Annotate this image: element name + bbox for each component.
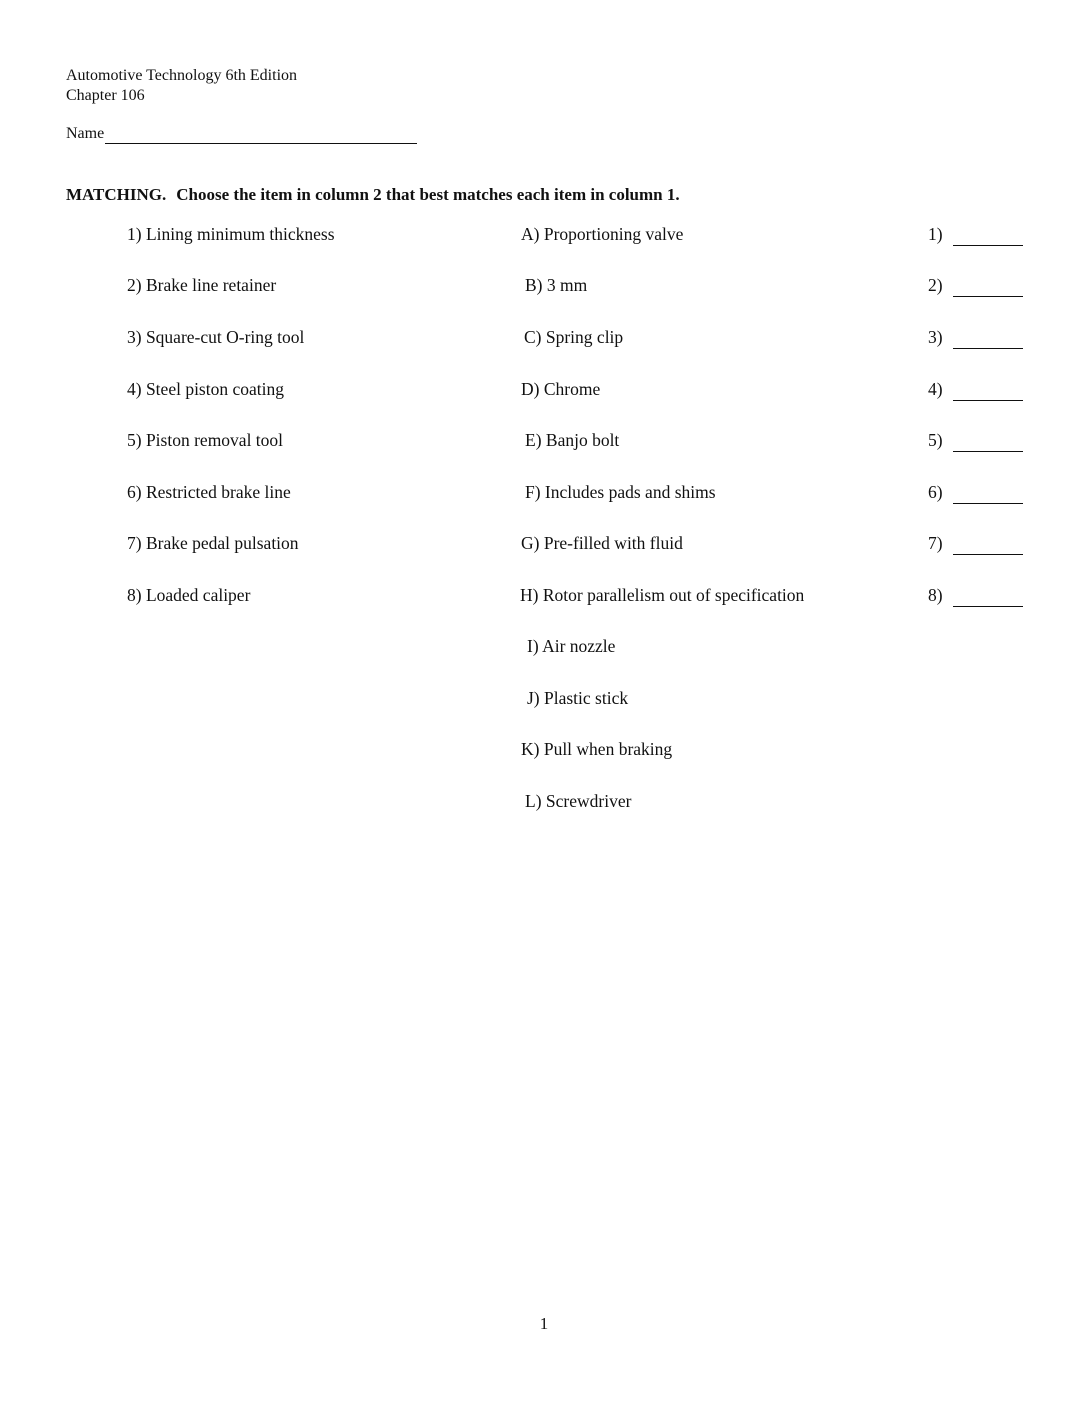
column2-item: E) Banjo bolt bbox=[525, 430, 620, 450]
column1-item: 1) Lining minimum thickness bbox=[127, 224, 335, 244]
answer-row bbox=[928, 531, 1023, 555]
answer-number: 6) bbox=[928, 482, 943, 502]
answer-number: 7) bbox=[928, 533, 943, 553]
answer-number: 3) bbox=[928, 327, 943, 347]
instructions bbox=[66, 184, 680, 206]
column2-item: H) Rotor parallelism out of specification bbox=[520, 585, 805, 605]
column2-item: K) Pull when braking bbox=[521, 739, 673, 759]
answer-row bbox=[928, 428, 1023, 452]
answer-row bbox=[928, 480, 1023, 504]
document-title: Automotive Technology 6th Edition bbox=[66, 67, 298, 84]
column2-item: I) Air nozzle bbox=[527, 636, 616, 656]
column2-item: G) Pre-filled with fluid bbox=[521, 533, 683, 553]
answer-row bbox=[928, 583, 1023, 607]
instructions-heading: MATCHING. bbox=[66, 185, 167, 204]
page-number: 1 bbox=[539, 1314, 549, 1333]
chapter-label: Chapter 106 bbox=[66, 87, 145, 104]
column1-item: 3) Square-cut O-ring tool bbox=[127, 327, 305, 347]
name-row bbox=[66, 124, 417, 144]
column2-item: D) Chrome bbox=[521, 379, 601, 399]
column2-item: F) Includes pads and shims bbox=[525, 482, 716, 502]
column2-item: A) Proportioning valve bbox=[521, 224, 684, 244]
answer-row bbox=[928, 377, 1023, 401]
answer-blank[interactable] bbox=[953, 276, 1023, 297]
answer-row bbox=[928, 273, 1023, 297]
column1-item: 8) Loaded caliper bbox=[127, 585, 251, 605]
answer-blank[interactable] bbox=[953, 380, 1023, 401]
column1-item: 4) Steel piston coating bbox=[127, 379, 284, 399]
name-field[interactable] bbox=[105, 125, 417, 144]
name-label: Name bbox=[66, 125, 105, 142]
answer-row bbox=[928, 325, 1023, 349]
answer-blank[interactable] bbox=[953, 586, 1023, 607]
answer-blank[interactable] bbox=[953, 225, 1023, 246]
column2-item: C) Spring clip bbox=[524, 327, 624, 347]
column2-item: L) Screwdriver bbox=[525, 791, 632, 811]
column1-item: 7) Brake pedal pulsation bbox=[127, 533, 299, 553]
answer-number: 2) bbox=[928, 275, 943, 295]
column1-item: 2) Brake line retainer bbox=[127, 275, 277, 295]
answer-blank[interactable] bbox=[953, 534, 1023, 555]
answer-row bbox=[928, 222, 1023, 246]
instructions-text: Choose the item in column 2 that best matches each item in column 1. bbox=[176, 185, 680, 204]
answer-blank[interactable] bbox=[953, 483, 1023, 504]
answer-number: 1) bbox=[928, 224, 943, 244]
answer-number: 5) bbox=[928, 430, 943, 450]
answer-number: 8) bbox=[928, 585, 943, 605]
column1-item: 6) Restricted brake line bbox=[127, 482, 291, 502]
answer-blank[interactable] bbox=[953, 431, 1023, 452]
answer-number: 4) bbox=[928, 379, 943, 399]
answer-blank[interactable] bbox=[953, 328, 1023, 349]
column2-item: J) Plastic stick bbox=[527, 688, 629, 708]
column2-item: B) 3 mm bbox=[525, 275, 588, 295]
column1-item: 5) Piston removal tool bbox=[127, 430, 284, 450]
